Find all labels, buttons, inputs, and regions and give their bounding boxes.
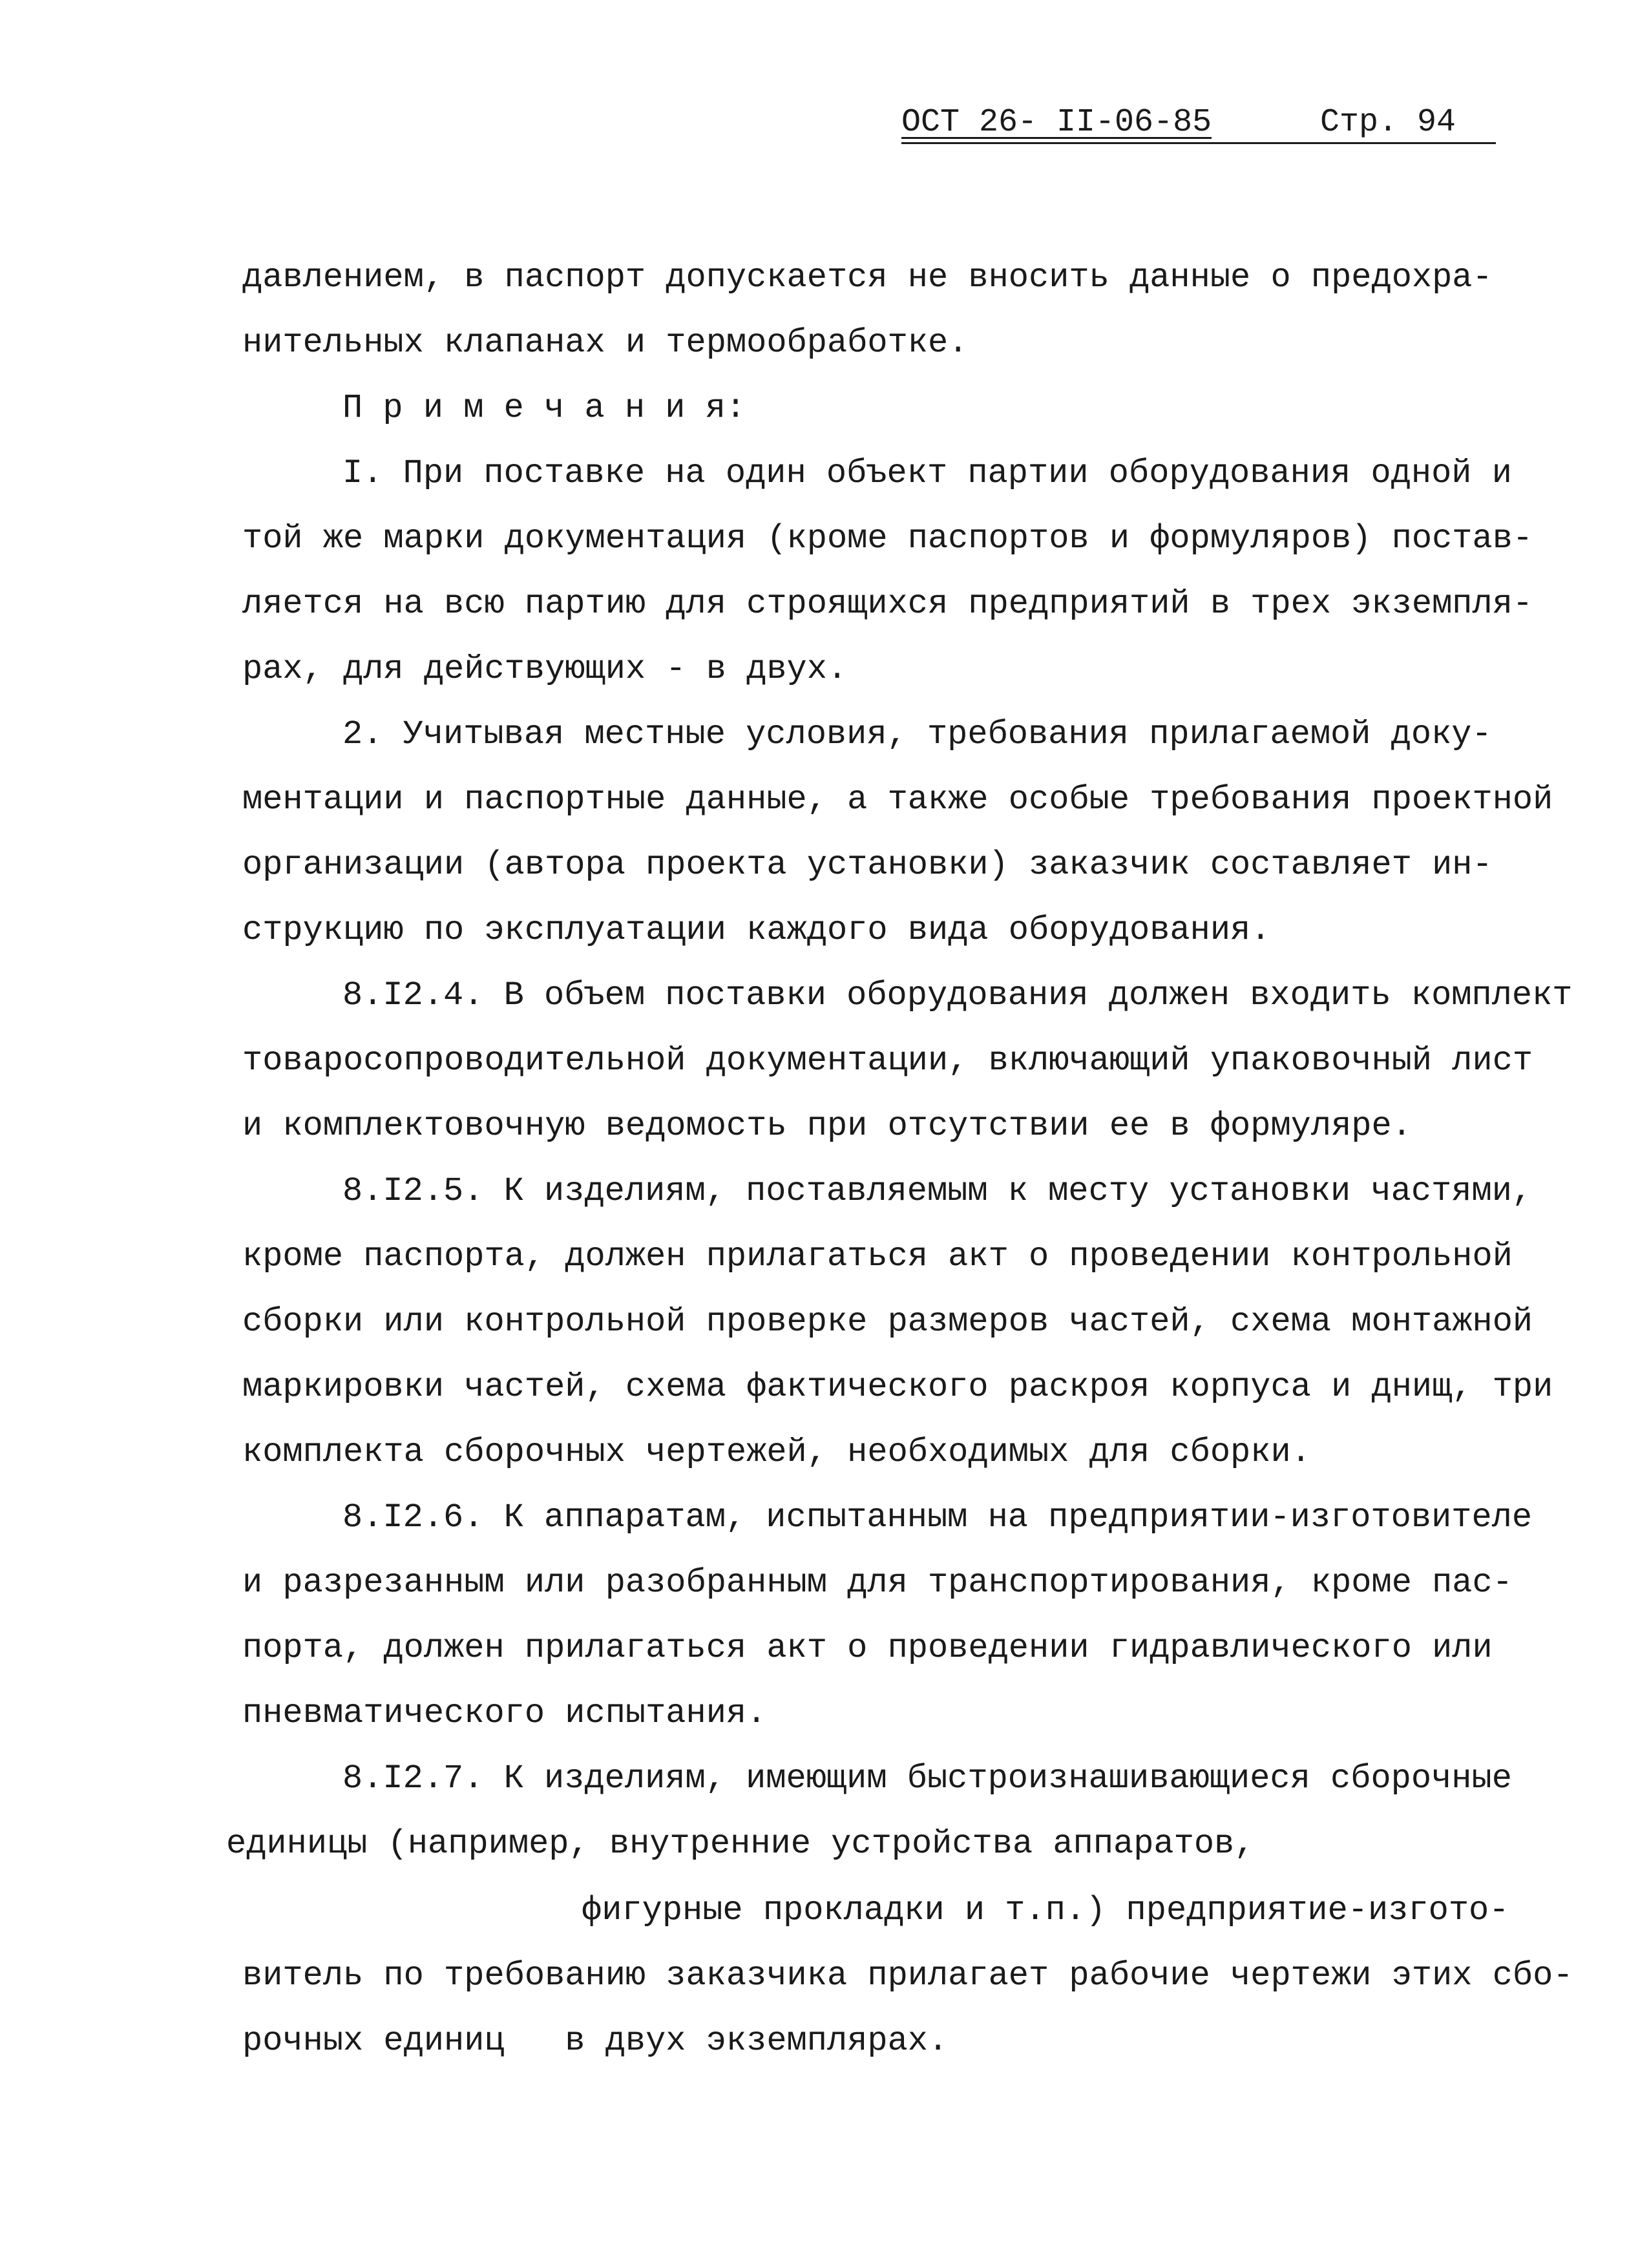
text-line: кроме паспорта, должен прилагаться акт о проведении контрольной: [242, 1237, 1513, 1276]
text-line: I. При поставке на один объект партии оборудования одной и: [342, 454, 1512, 492]
text-line: ляется на всю партию для строящихся предприятий в трех экземпля-: [242, 585, 1533, 623]
text-line: нительных клапанах и термообработке.: [242, 324, 969, 362]
text-line: той же марки документация (кроме паспортов и формуляров) постав-: [242, 520, 1533, 558]
text-line: и разрезанным или разобранным для транспортирования, кроме пас-: [242, 1564, 1513, 1602]
text-line: рах, для действующих - в двух.: [242, 650, 848, 688]
page-number: Стр. 94: [1320, 104, 1456, 141]
text-line: товаросопроводительной документации, включающий упаковочный лист: [242, 1042, 1533, 1080]
document-code: ОСТ 26- II-06-85: [901, 104, 1212, 141]
text-line: 2. Учитывая местные условия, требования прилагаемой доку-: [342, 715, 1492, 753]
text-line: 8.I2.4. В объем поставки оборудования должен входить комплект: [342, 976, 1573, 1014]
text-line: и комплектовочную ведомость при отсутствии ее в формуляре.: [242, 1107, 1412, 1145]
text-line: витель по требованию заказчика прилагает рабочие чертежи этих сбо-: [242, 1957, 1573, 1995]
text-line: струкцию по эксплуатации каждого вида оборудования.: [242, 911, 1271, 949]
text-line: 8.I2.7. К изделиям, имеющим быстроизнашивающиеся сборочные: [342, 1759, 1512, 1798]
text-line: 8.I2.6. К аппаратам, испытанным на предприятии-изготовителе: [342, 1498, 1533, 1537]
text-line: рочных единиц в двух экземплярах.: [242, 2022, 949, 2060]
text-line: комплекта сборочных чертежей, необходимых для сборки.: [242, 1433, 1311, 1471]
text-line: давлением, в паспорт допускается не вносить данные о предохра-: [242, 258, 1493, 297]
text-line: единицы (например, внутренние устройства аппаратов,: [226, 1825, 1255, 1863]
text-line: ментации и паспортные данные, а также особые требования проектной: [242, 781, 1553, 819]
text-line: порта, должен прилагаться акт о проведении гидравлического или: [242, 1629, 1493, 1667]
header-rule: [901, 142, 1496, 144]
text-line: маркировки частей, схема фактического раскроя корпуса и днищ, три: [242, 1368, 1553, 1406]
page-header: [901, 97, 1496, 149]
notes-heading: П р и м е ч а н и я:: [342, 389, 746, 427]
text-line: фигурные прокладки и т.п.) предприятие-изгото-: [582, 1891, 1509, 1929]
text-line: сборки или контрольной проверке размеров частей, схема монтажной: [242, 1303, 1533, 1341]
text-line: 8.I2.5. К изделиям, поставляемым к месту установки частями,: [342, 1172, 1533, 1210]
text-line: пневматического испытания.: [242, 1694, 767, 1732]
text-line: организации (автора проекта установки) заказчик составляет ин-: [242, 846, 1493, 884]
